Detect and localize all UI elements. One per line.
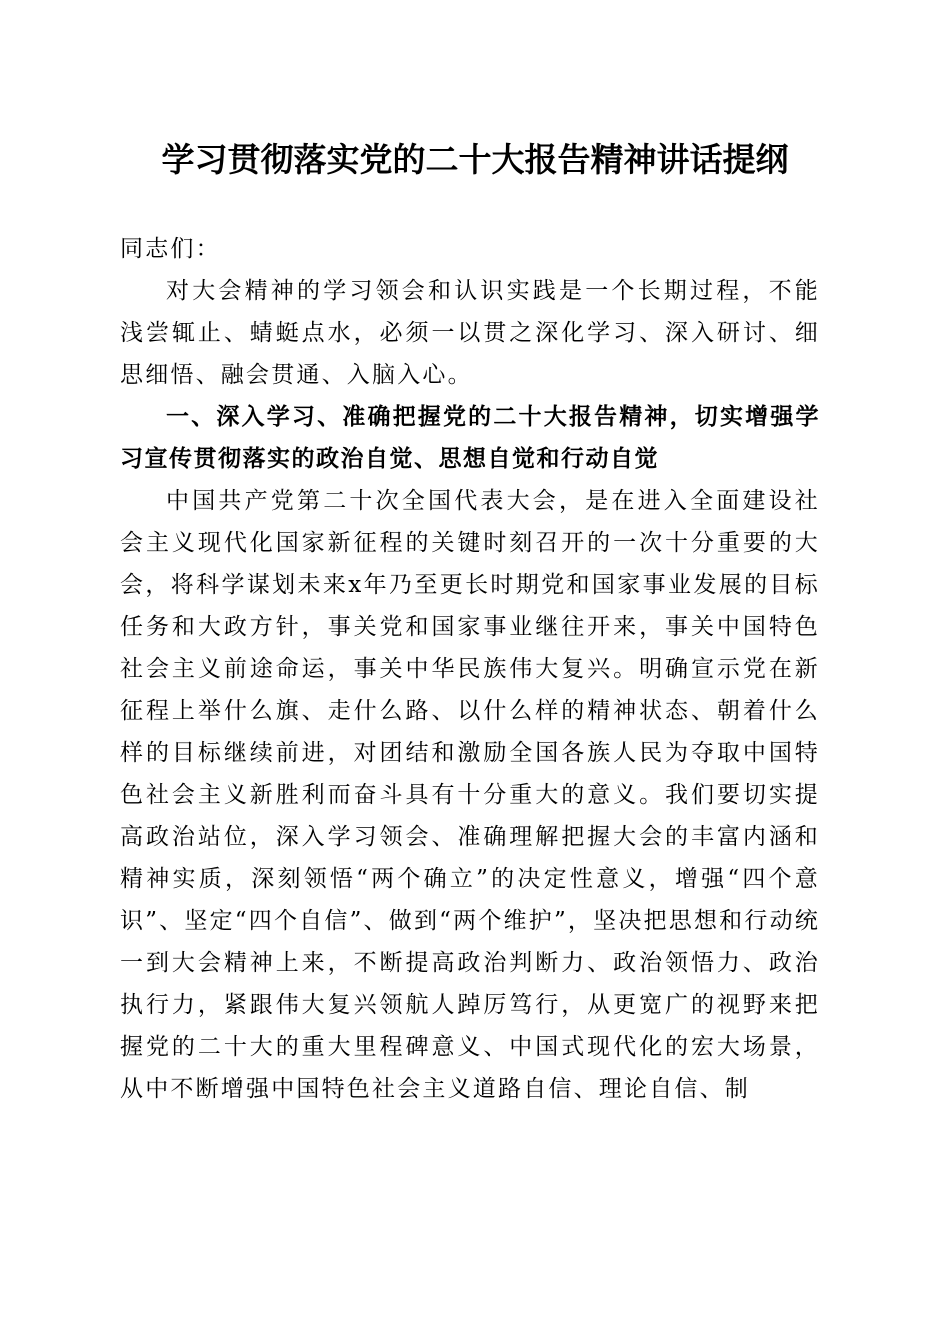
- document-body: [120, 228, 820, 1110]
- intro-paragraph: 对大会精神的学习领会和认识实践是一个长期过程，不能浅尝辄止、蜻蜓点水，必须一以贯之深化学习、深入研讨、细思细悟、融会贯通、入脑入心。: [120, 278, 820, 388]
- section-1-heading: 一、深入学习、准确把握党的二十大报告精神，切实增强学习宣传贯彻落实的政治自觉、思想自觉和行动自觉: [120, 404, 820, 472]
- document-title: 学习贯彻落实党的二十大报告精神讲话提纲: [161, 140, 789, 179]
- section-1-paragraph: 中国共产党第二十次全国代表大会，是在进入全面建设社会主义现代化国家新征程的关键时刻召开的一次十分重要的大会，将科学谋划未来x年乃至更长时期党和国家事业发展的目标任务和大政方针，事关党和国家事业继往开来，事关中国特色社会主义前途命运，事关中华民族伟大复兴。明确宣示党在新征程上举什么旗、走什么路、以什么样的精神状态、朝着什么样的目标继续前进，对团结和激励全国各族人民为夺取中国特色社会主义新胜利而奋斗具有十分重大的意义。我们要切实提高政治站位，深入学习领会、准确理解把握大会的丰富内涵和精神实质，深刻领悟“两个确立”的决定性意义，增强“四个意识”、坚定“四个自信”、做到“两个维护”，坚决把思想和行动统一到大会精神上来，不断提高政治判断力、政治领悟力、政治执行力，紧跟伟大复兴领航人踔厉笃行，从更宽广的视野来把握党的二十大的重大里程碑意义、中国式现代化的宏大场景，从中不断增强中国特色社会主义道路自信、理论自信、制: [120, 488, 820, 1102]
- salutation: 同志们：: [120, 236, 221, 262]
